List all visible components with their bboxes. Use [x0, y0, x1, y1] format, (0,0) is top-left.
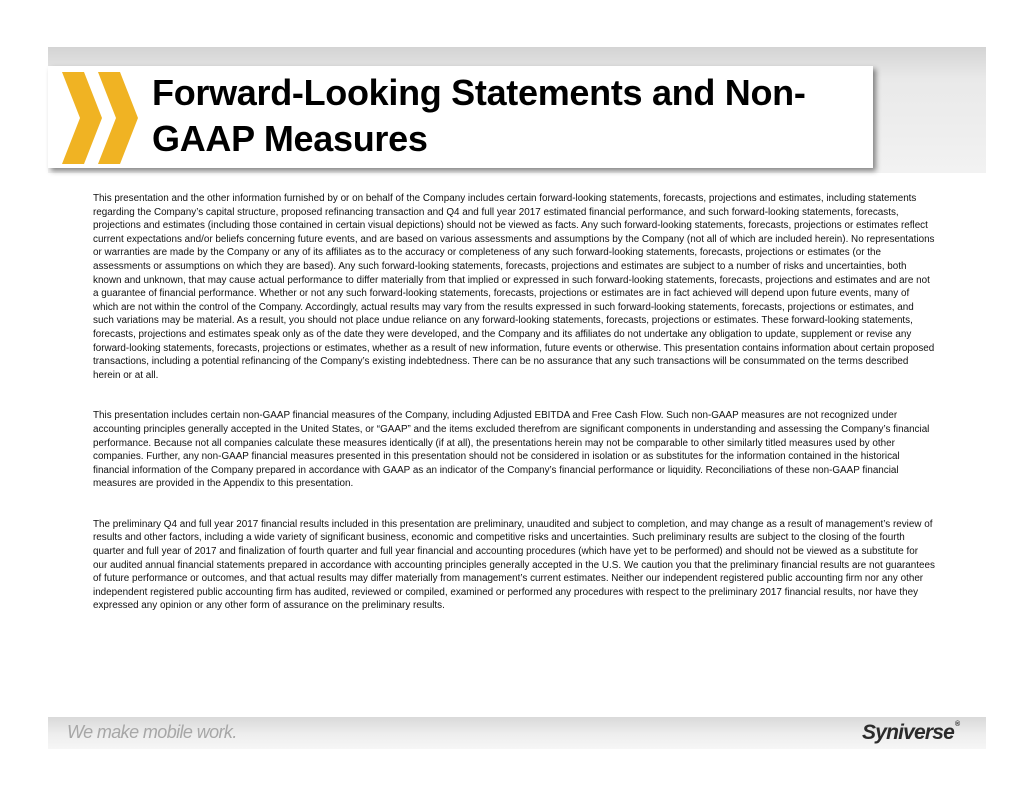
- logo-text: Syniverse: [862, 721, 955, 744]
- syniverse-logo: [862, 721, 959, 745]
- footer-tagline: We make mobile work.: [67, 722, 237, 742]
- double-chevron-right-icon: [58, 72, 142, 164]
- slide-title: Forward-Looking Statements and Non-GAAP Measures: [152, 72, 806, 159]
- registered-mark: ®: [955, 721, 960, 728]
- non-gaap-paragraph: This presentation includes certain non-GAAP financial measures of the Company, including Adjusted EBITDA and Free Cash Flow. Such non-GAAP measures are not recognized under accounting principles generally accepted in the United States, or “GAAP” and the items excluded therefrom are significant components in understanding and assessing the Company’s financial performance. Because not all companies calculate these measures identically (if at all), the presentations herein may not be comparable to other similarly titled measures used by other companies. Further, any non-GAAP financial measures presented in this presentation should not be considered in isolation or as substitutes for the information contained in the historical financial information of the Company prepared in accordance with GAAP as an indicator of the Company’s financial performance or liquidity. Reconciliations of these non-GAAP financial measures are provided in the Appendix to this presentation.: [93, 410, 930, 490]
- preliminary-results-paragraph: The preliminary Q4 and full year 2017 financial results included in this presentation are preliminary, unaudited and subject to completion, and may change as a result of management’s review of results and other factors, including a wide variety of significant business, economic and competitive risks and uncertainties. Such preliminary results are subject to the closing of the fourth quarter and full year of 2017 and finalization of fourth quarter and full year financial and accounting procedures (which have yet to be performed) and should not be viewed as a substitute for our audited annual financial statements prepared in accordance with accounting principles generally accepted in the U.S. We caution you that the preliminary financial results are not guarantees of future performance or outcomes, and that actual results may differ materially from management’s current estimates. Neither our independent registered public accounting firm nor any other independent registered public accounting firm has audited, reviewed or compiled, examined or performed any procedures with respect to the preliminary 2017 financial results, nor have they expressed any opinion or any other form of assurance on the preliminary results.: [93, 518, 935, 612]
- disclaimer-body: [93, 192, 935, 640]
- forward-looking-paragraph: This presentation and the other information furnished by or on behalf of the Company includes certain forward-looking statements, forecasts, projections and estimates, including statements regarding the Company’s capital structure, proposed refinancing transaction and Q4 and full year 2017 estimated financial performance, and such forward-looking statements, forecasts, projections and estimates (including those contained in certain visual depictions) should not be viewed as facts. Any such forward-looking statements, forecasts, projections or estimates reflect current expectations and/or beliefs concerning future events, and are based on various assessments and assumptions by the Company (not all of which are included herein). No representations or warranties are made by the Company or any of its affiliates as to the accuracy or completeness of any such forward-looking statements, forecasts, projections or estimates (or the assessments or assumptions on which they are based). Any such forward-looking statements, forecasts, projections and estimates are subject to a number of risks and uncertainties, both known and unknown, that may cause actual performance to differ materially from that implied or expressed in such forward-looking statements, forecasts, projections and estimates and are not a guarantee of financial performance. Whether or not any such forward-looking statements, forecasts, projections or estimates are in fact achieved will depend upon future events, many of which are not within the control of the Company. Accordingly, actual results may vary from the results expressed in such forward-looking statements, forecasts, projections or estimates, and such variations may be material. As a result, you should not place undue reliance on any forward-looking statements, forecasts, projections or estimates. These forward-looking statements, forecasts, projections and estimates speak only as of the date they were developed, and the Company and its affiliates do not undertake any obligation to update, supplement or revise any forward-looking statements, forecasts, projections or estimates, whether as a result of new information, future events or otherwise. This presentation contains information about certain proposed transactions, including a potential refinancing of the Company’s existing indebtedness. There can be no assurance that any such transactions will be consummated on the terms described herein or at all.: [93, 193, 935, 381]
